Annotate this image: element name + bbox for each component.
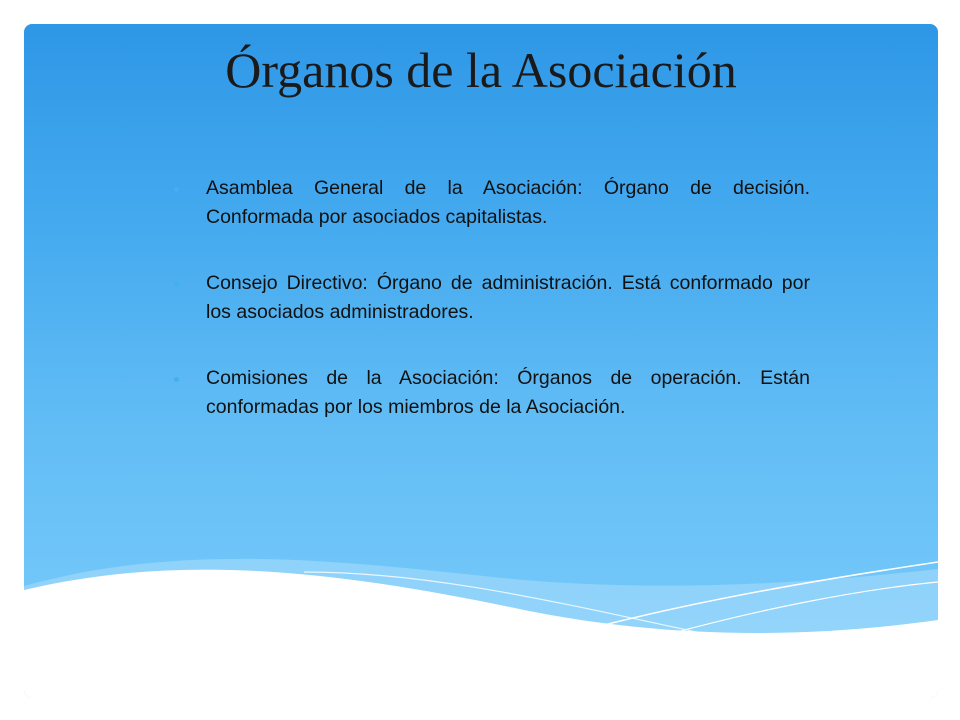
list-item: [174, 364, 810, 422]
bullet-text: Asamblea General de la Asociación: Órgano de decisión. Conformada por asociados capitalistas.: [206, 177, 810, 228]
bullet-icon: [174, 377, 179, 382]
bullet-text: Consejo Directivo: Órgano de administración. Está conformado por los asociados administradores.: [206, 272, 810, 323]
bullet-icon: [174, 187, 179, 192]
slide-title: Órganos de la Asociación: [225, 42, 737, 98]
bullet-icon: [174, 282, 179, 287]
list-item: [174, 269, 810, 327]
bullet-text: Comisiones de la Asociación: Órganos de operación. Están conformadas por los miembros de la Asociación.: [206, 367, 810, 418]
slide: [24, 24, 938, 698]
bullet-list: [174, 174, 810, 459]
list-item: [174, 174, 810, 232]
